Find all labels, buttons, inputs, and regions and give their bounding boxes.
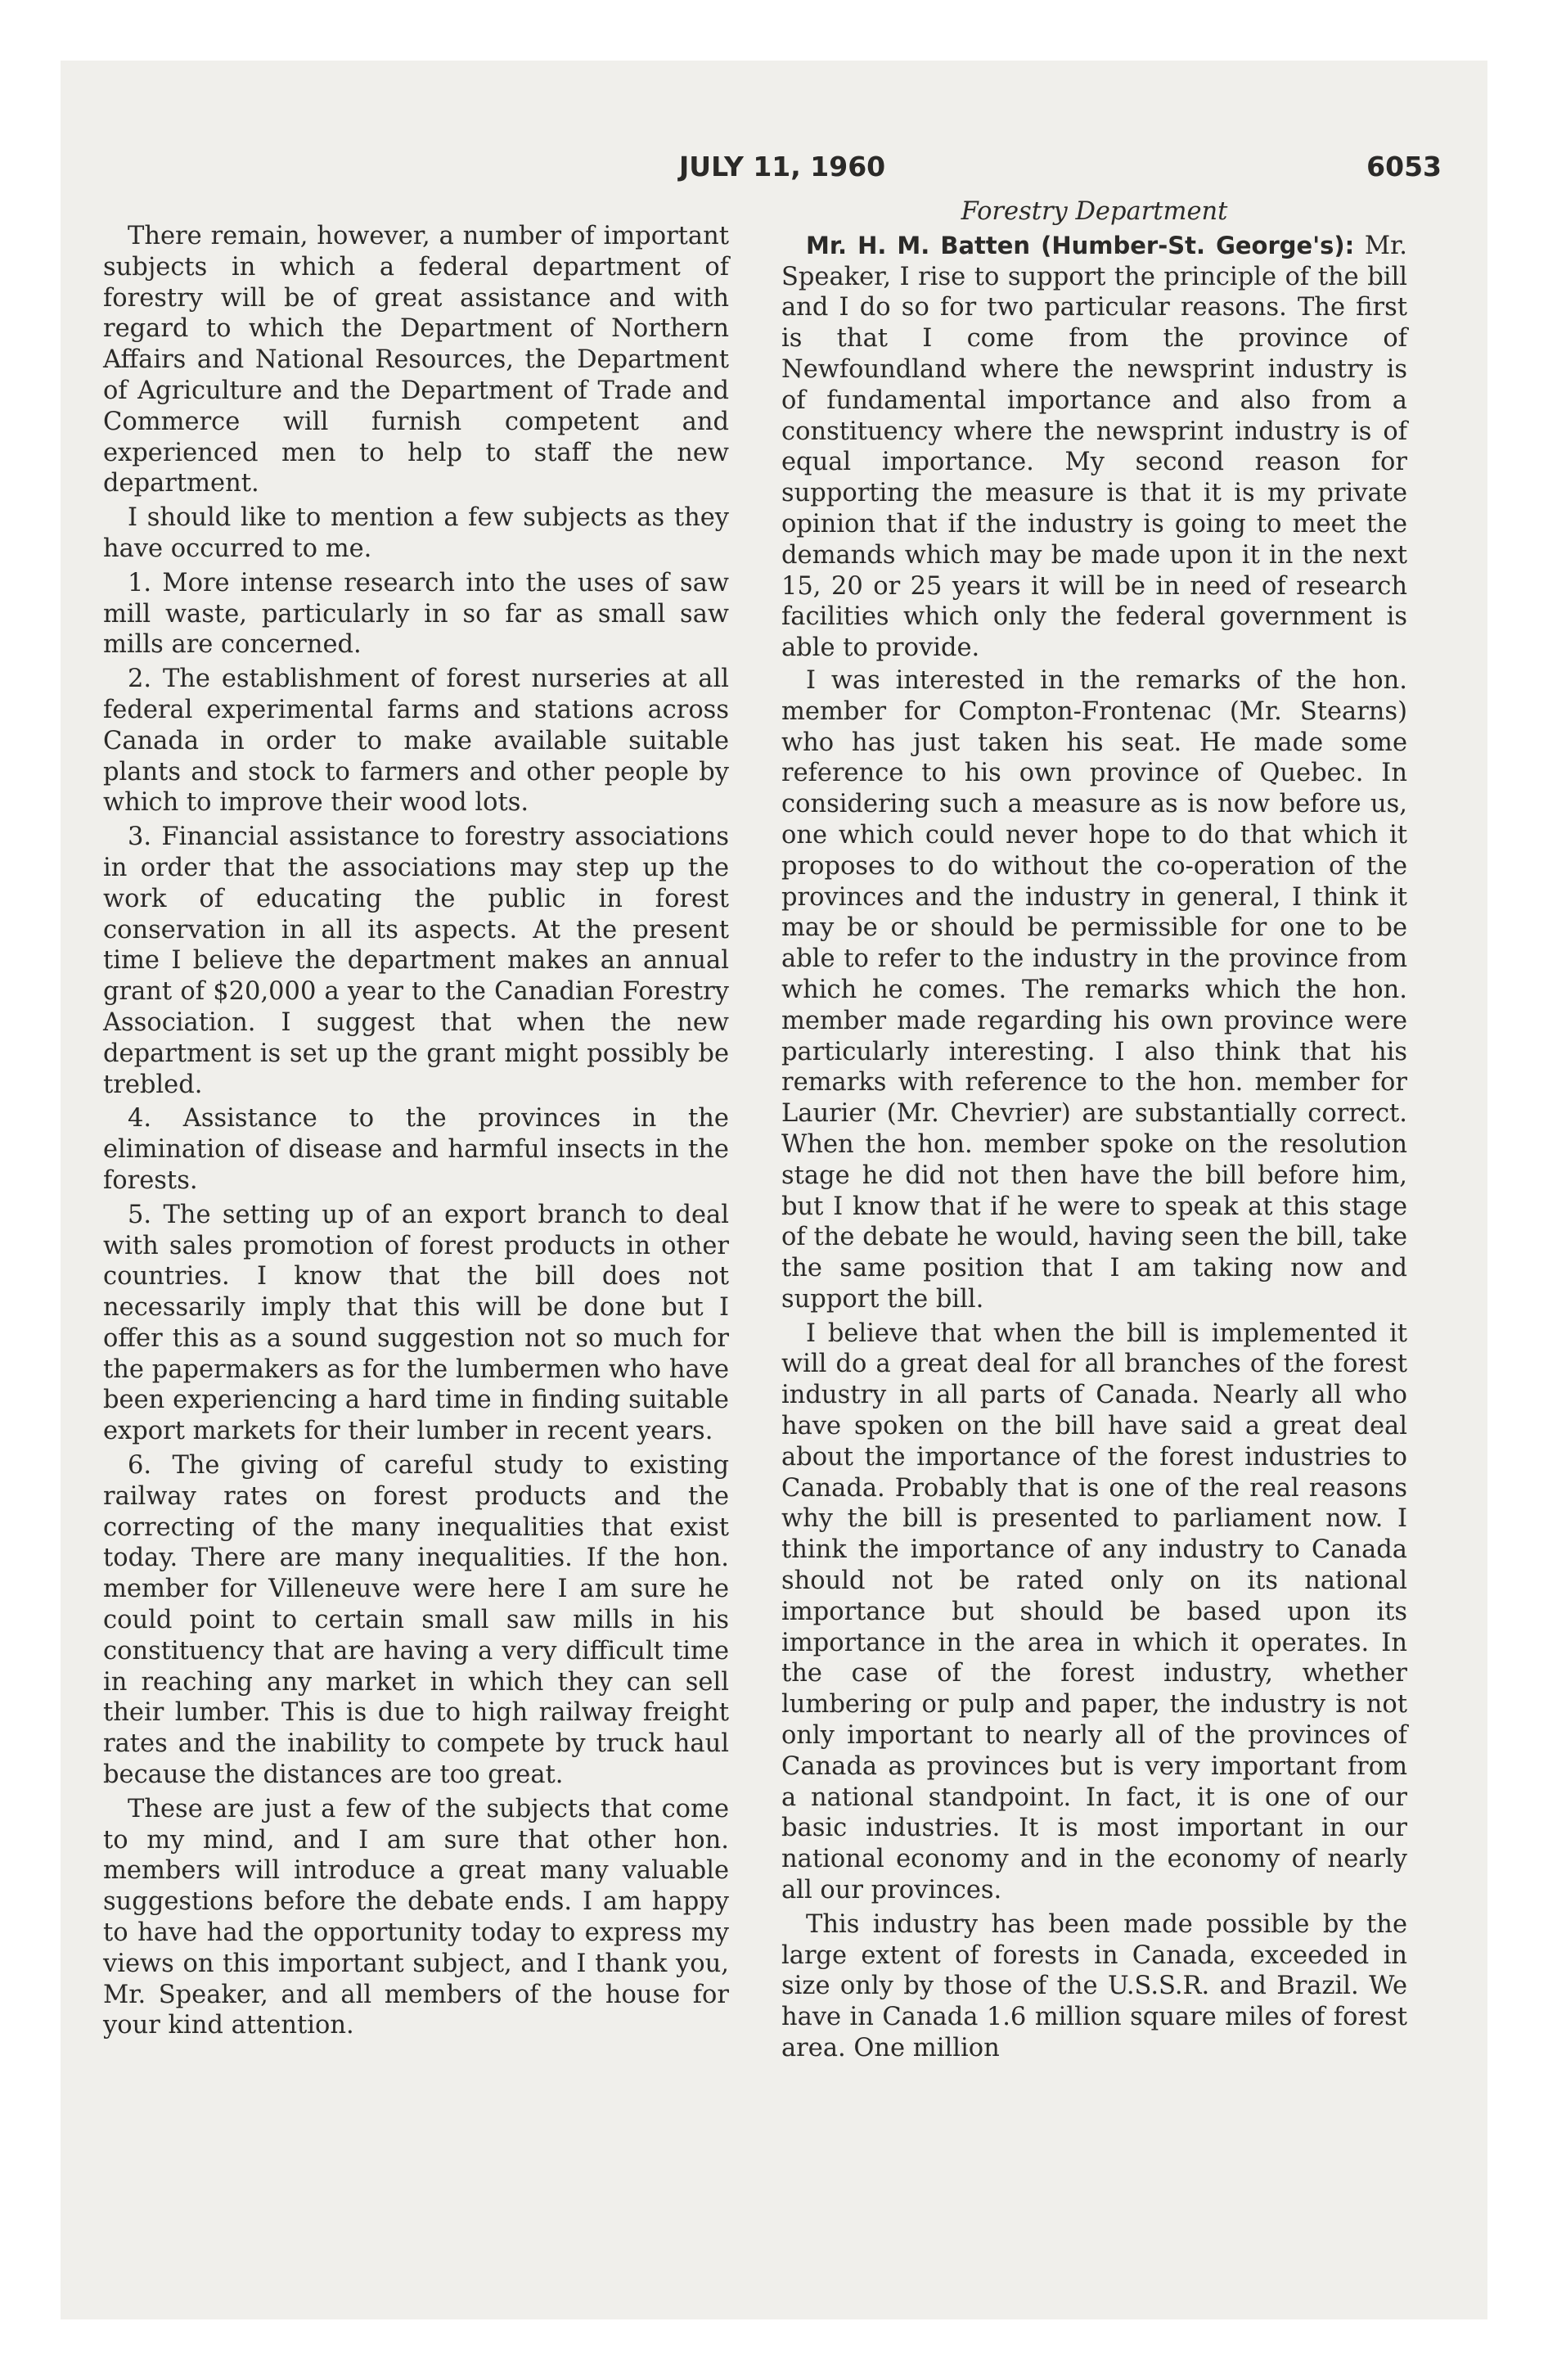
paragraph: 5. The setting up of an export branch to deal with sales promotion of forest products in other countries. I know that the bill does not necessarily imply that this will be done but I offer this as a sound suggestion not so much for the papermakers as for the lumbermen who have been experiencing a hard time in finding suitable export markets for their lumber in recent years. (103, 1200, 729, 1446)
speaker-name: Mr. H. M. Batten (Humber-St. George's): (806, 231, 1355, 259)
paragraph: I should like to mention a few subjects as they have occurred to me. (103, 503, 729, 563)
paragraph: 4. Assistance to the provinces in the elimination of disease and harmful insects in the forests. (103, 1104, 729, 1195)
paragraph: These are just a few of the subjects that come to my mind, and I am sure that other hon. members will introduce a great many valuable suggestions before the debate ends. I am happy to have had the opportunity today to express my views on this important subject, and I thank you, Mr. Speaker, and all members of the house for your kind attention. (103, 1794, 729, 2040)
paragraph: 3. Financial assistance to forestry associations in order that the associations may step up the work of educating the public in forest conservation in all its aspects. At the present time I believe the department makes an annual grant of $20,000 a year to the Canadian Forestry Association. I suggest that when the new department is set up the grant might possibly be trebled. (103, 823, 729, 1099)
paragraph: This industry has been made possible by the large extent of forests in Canada, exceeded in size only by those of the U.S.S.R. and Brazil. We have in Canada 1.6 million square miles of forest area. One million (781, 1909, 1407, 2063)
paragraph: I believe that when the bill is implemented it will do a great deal for all branches of the forest industry in all parts of Canada. Nearly all who have spoken on the bill have said a great deal about the importance of the forest industries to Canada. Probably that is one of the real reasons why the bill is presented to parliament now. I think the importance of any industry to Canada should not be rated only on its national importance but should be based upon its importance in the area in which it operates. In the case of the forest industry, whether lumbering or pulp and paper, the industry is not only important to nearly all of the provinces of Canada as provinces but is very important from a national standpoint. In fact, it is one of our basic industries. It is most important in our national economy and in the economy of nearly all our provinces. (781, 1318, 1407, 1905)
page-date: JULY 11, 1960 (679, 151, 886, 183)
paragraph: I was interested in the remarks of the hon. member for Compton-Frontenac (Mr. Stearns) who has just taken his seat. He made some reference to his own province of Quebec. In considering such a measure as is now before us, one which could never hope to do that which it proposes to do without the co-operation of the provinces and the industry in general, I think it may be or should be permissible for one to be able to refer to the industry in the province from which he comes. The remarks which the hon. member made regarding his own province were particularly interesting. I also think that his remarks with reference to the hon. member for Laurier (Mr. Chevrier) are substantially correct. When the hon. member spoke on the resolution stage he did not then have the bill before him, but I know that if he were to speak at this stage of the debate he would, having seen the bill, take the same position that I am taking now and support the bill. (781, 665, 1407, 1314)
speaker-paragraph (781, 231, 1407, 664)
section-title: Forestry Department (961, 197, 1228, 226)
paragraph: 2. The establishment of forest nurseries at all federal experimental farms and stations across Canada in order to make available suitable plants and stock to farmers and other people by which to improve their wood lots. (103, 665, 729, 818)
page-number: 6053 (1366, 151, 1442, 183)
paragraph: There remain, however, a number of important subjects in which a federal department of forestry will be of great assistance and with regard to which the Department of Northern Affairs and National Resources, the Department of Agriculture and the Department of Trade and Commerce will furnish competent and experienced men to help to staff the new department. (103, 222, 729, 498)
right-column (781, 197, 1407, 2251)
paragraph: 6. The giving of careful study to existing railway rates on forest products and the correcting of the many inequalities that exist today. There are many inequalities. If the hon. member for Villeneuve were here I am sure he could point to certain small saw mills in his constituency that are having a very difficult time in reaching any market in which they can sell their lumber. This is due to high railway freight rates and the inability to compete by truck haul because the distances are too great. (103, 1451, 729, 1790)
paragraph-text: Mr. Speaker, I rise to support the principle of the bill and I do so for two particular reasons. The first is that I come from the province of Newfoundland where the newsprint industry is of fundamental importance and also from a constituency where the newsprint industry is of equal importance. My second reason for supporting the measure is that it is my private opinion that if the industry is going to meet the demands which may be made upon it in the next 15, 20 or 25 years it will be in need of research facilities which only the federal government is able to provide. (781, 231, 1407, 663)
left-column (103, 221, 729, 2251)
paragraph: 1. More intense research into the uses of saw mill waste, particularly in so far as small saw mills are concerned. (103, 568, 729, 660)
page-header (0, 151, 1548, 192)
